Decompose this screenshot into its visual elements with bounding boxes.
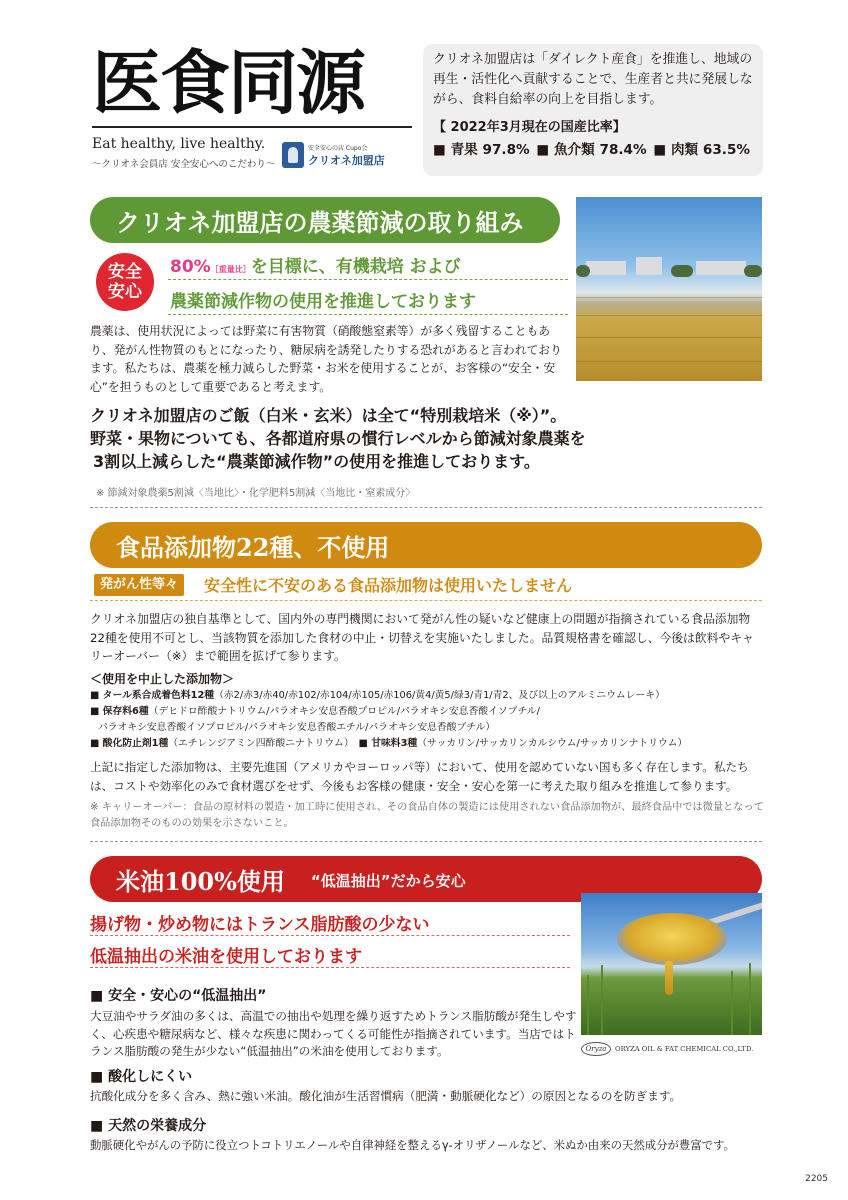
section-separator bbox=[90, 841, 762, 842]
rate-seafood: ■ 魚介類 78.4% bbox=[536, 142, 647, 158]
list-item-text: パラオキシ安息香酸イソプロピル/パラオキシ安息香酸エチル/パラオキシ安息香酸ブチル） bbox=[98, 722, 496, 733]
list-item-head: ■ タール系合成着色料12種 bbox=[90, 690, 215, 701]
subhead-low-temp: ■ 安全・安心の“低温抽出” bbox=[90, 988, 267, 1004]
safety-badge-line2: 安心 bbox=[108, 282, 142, 302]
list-item-text: （デヒドロ酢酸ナトリウム/パラオキシ安息香酸プロピル/パラオキシ安息香酸イソブチル/ bbox=[148, 706, 540, 717]
weight-ratio-note: ［重量比］ bbox=[210, 265, 251, 274]
section3-lead-line2: 低温抽出の米油を使用しております bbox=[90, 947, 362, 967]
rate-meat: ■ 肉類 63.5% bbox=[653, 142, 751, 158]
domestic-rates bbox=[433, 138, 753, 158]
subtitle-japanese: 〜クリオネ会員店 安全安心へのこだわり〜 bbox=[92, 159, 276, 170]
list-item bbox=[90, 704, 770, 720]
list-item bbox=[90, 688, 770, 704]
section2-note: ※ キャリーオーバー：食品の原材料の製造・加工時に使用され、その食品自体の製造には使用されない食品添加物が、最終食品中では微量となって食品添加物そのものの効果を示さないこと。 bbox=[90, 802, 764, 829]
additive-list bbox=[90, 688, 770, 752]
lead-divider bbox=[90, 935, 570, 936]
page-title: 医食同源 bbox=[92, 41, 364, 124]
logo-name: クリオネ加盟店 bbox=[308, 153, 385, 167]
section3-lead-line1: 揚げ物・炒め物にはトランス脂肪酸の少ない bbox=[90, 915, 430, 935]
section2-body2: 上記に指定した添加物は、主要先進国（アメリカやヨーロッパ等）において、使用を認めていない国も多く存在します。私たちは、コストや効率化のみで食材選びをせず、今後もお客様の健康・安全・安心を第一に考えた取り組みを推進して参ります。 bbox=[90, 760, 749, 793]
lead-divider bbox=[90, 600, 762, 601]
section1-lead-line1 bbox=[170, 252, 461, 277]
section1-body: 農薬は、使用状況によっては野菜に有害物質（硝酸態窒素等）が多く残留することもあり、発がん性物質のもとになったり、糖尿病を誘発したりする恐れがあると言われております。私たちは、農薬を極力減らした野菜・お米を使用することが、お客様の“安全・安心”を担うものとして重要であると考えます。 bbox=[90, 324, 562, 394]
rice-oil-photo bbox=[581, 893, 762, 1035]
list-item bbox=[90, 736, 770, 752]
section2-body: クリオネ加盟店の独自基準として、国内外の専門機関において発がん性の疑いなど健康上の問題が指摘されている食品添加物22種を使用不可とし、当該物質を添加した食材の中止・切替えを実施いたしました。品質規格書を確認し、今後は飲料やキャリーオーバー（※）まで範囲を拡げて参ります。 bbox=[90, 612, 754, 663]
logo-tagline: 安全安心の店 Cupo会 bbox=[308, 144, 368, 152]
safety-badge bbox=[96, 253, 154, 311]
section-separator bbox=[90, 507, 762, 508]
clione-logo-icon bbox=[282, 142, 304, 168]
rice-field-photo bbox=[576, 197, 762, 381]
additive-list-heading: ＜使用を中止した添加物＞ bbox=[90, 672, 235, 686]
list-item-text: （赤2/赤3/赤40/赤102/赤104/赤105/赤106/黄4/黄5/緑3/青1/青2、及び以上のアルミニウムレーキ） bbox=[214, 690, 665, 701]
lead-divider bbox=[168, 279, 568, 280]
page-number: 2205 bbox=[805, 1174, 828, 1184]
carcinogen-tag: 発がん性等々 bbox=[94, 574, 184, 596]
list-item-head: ■ 保存料6種 bbox=[90, 706, 149, 717]
highlight-line: クリオネ加盟店のご飯（白米・玄米）は全て“特別栽培米（※）”。 bbox=[90, 406, 567, 425]
section2-title: 食品添加物22種、不使用 bbox=[116, 532, 390, 562]
subtitle-english: Eat healthy, live healthy. bbox=[92, 136, 266, 152]
section1-title: クリオネ加盟店の農薬節減の取り組み bbox=[116, 207, 524, 237]
rate-produce: ■ 青果 97.8% bbox=[433, 142, 530, 158]
low-temp-body: 大豆油やサラダ油の多くは、高温での抽出や処理を繰り返すためトランス脂肪酸が発生しやすく、心疾患や糖尿病など、様々な疾患に関わってくる可能性が指摘されています。当店ではトランス脂肪酸の発生が少ない“低温抽出”の米油を使用しております。 bbox=[90, 1009, 577, 1058]
lead-rest: を目標に、有機栽培 および bbox=[250, 257, 461, 277]
photo-credit bbox=[581, 1042, 762, 1056]
list-item-head: ■ 酸化防止剤1種 bbox=[90, 738, 169, 749]
section2-lead: 安全性に不安のある食品添加物は使用いたしません bbox=[204, 576, 573, 595]
list-item bbox=[90, 720, 770, 736]
subhead-oxidation: ■ 酸化しにくい bbox=[90, 1069, 193, 1085]
oryza-caption: ORYZA OIL & FAT CHEMICAL CO.,LTD. bbox=[615, 1045, 754, 1053]
target-percent: 80% bbox=[170, 257, 211, 277]
list-item-text: （サッカリン/サッカリンカルシウム/サッカリンナトリウム） bbox=[417, 738, 688, 749]
list-item-text: （エチレンジアミン四酢酸ニナトリウム） bbox=[168, 738, 359, 749]
lead-divider bbox=[90, 967, 570, 968]
info-text: クリオネ加盟店は「ダイレクト産食」を推進し、地域の再生・活性化へ貢献することで、生産者と共に発展しながら、食料自給率の向上を目指します。 bbox=[433, 52, 753, 107]
section1-highlight bbox=[90, 404, 650, 473]
info-box bbox=[423, 44, 763, 176]
safety-badge-line1: 安全 bbox=[108, 262, 142, 282]
highlight-line: 野菜・果物についても、各都道府県の慣行レベルから節減対象農薬を bbox=[90, 429, 586, 448]
title-divider bbox=[92, 126, 412, 128]
section1-note: ※ 節減対象農薬5割減〈当地比〉・化学肥料5割減〈当地比・窒素成分〉 bbox=[96, 488, 416, 499]
domestic-rate-heading: 【 2022年3月現在の国産比率】 bbox=[433, 120, 626, 135]
clione-logo bbox=[282, 140, 412, 170]
oryza-logo: Oryza bbox=[581, 1042, 611, 1056]
section3-title: 米油100%使用 bbox=[116, 866, 285, 896]
list-item-head: ■ 甘味料3種 bbox=[358, 738, 418, 749]
nutrients-body: 動脈硬化やがんの予防に役立つトコトリエノールや自律神経を整えるγ-オリザノールなど、米ぬか由来の天然成分が豊富です。 bbox=[90, 1138, 735, 1152]
section2-banner bbox=[90, 522, 762, 568]
section1-lead-line2: 農薬節減作物の使用を推進しております bbox=[170, 292, 476, 312]
section3-title-tail: “低温抽出”だから安心 bbox=[310, 871, 466, 890]
subhead-nutrients: ■ 天然の栄養成分 bbox=[90, 1118, 207, 1134]
lead-divider bbox=[168, 314, 568, 315]
section1-banner bbox=[90, 197, 560, 243]
oxidation-body: 抗酸化成分を多く含み、熱に強い米油。酸化油が生活習慣病（肥満・動脈硬化など）の原因となるのを防ぎます。 bbox=[90, 1089, 682, 1103]
highlight-line: 3割以上減らした“農薬節減作物”の使用を推進しております。 bbox=[93, 452, 540, 471]
